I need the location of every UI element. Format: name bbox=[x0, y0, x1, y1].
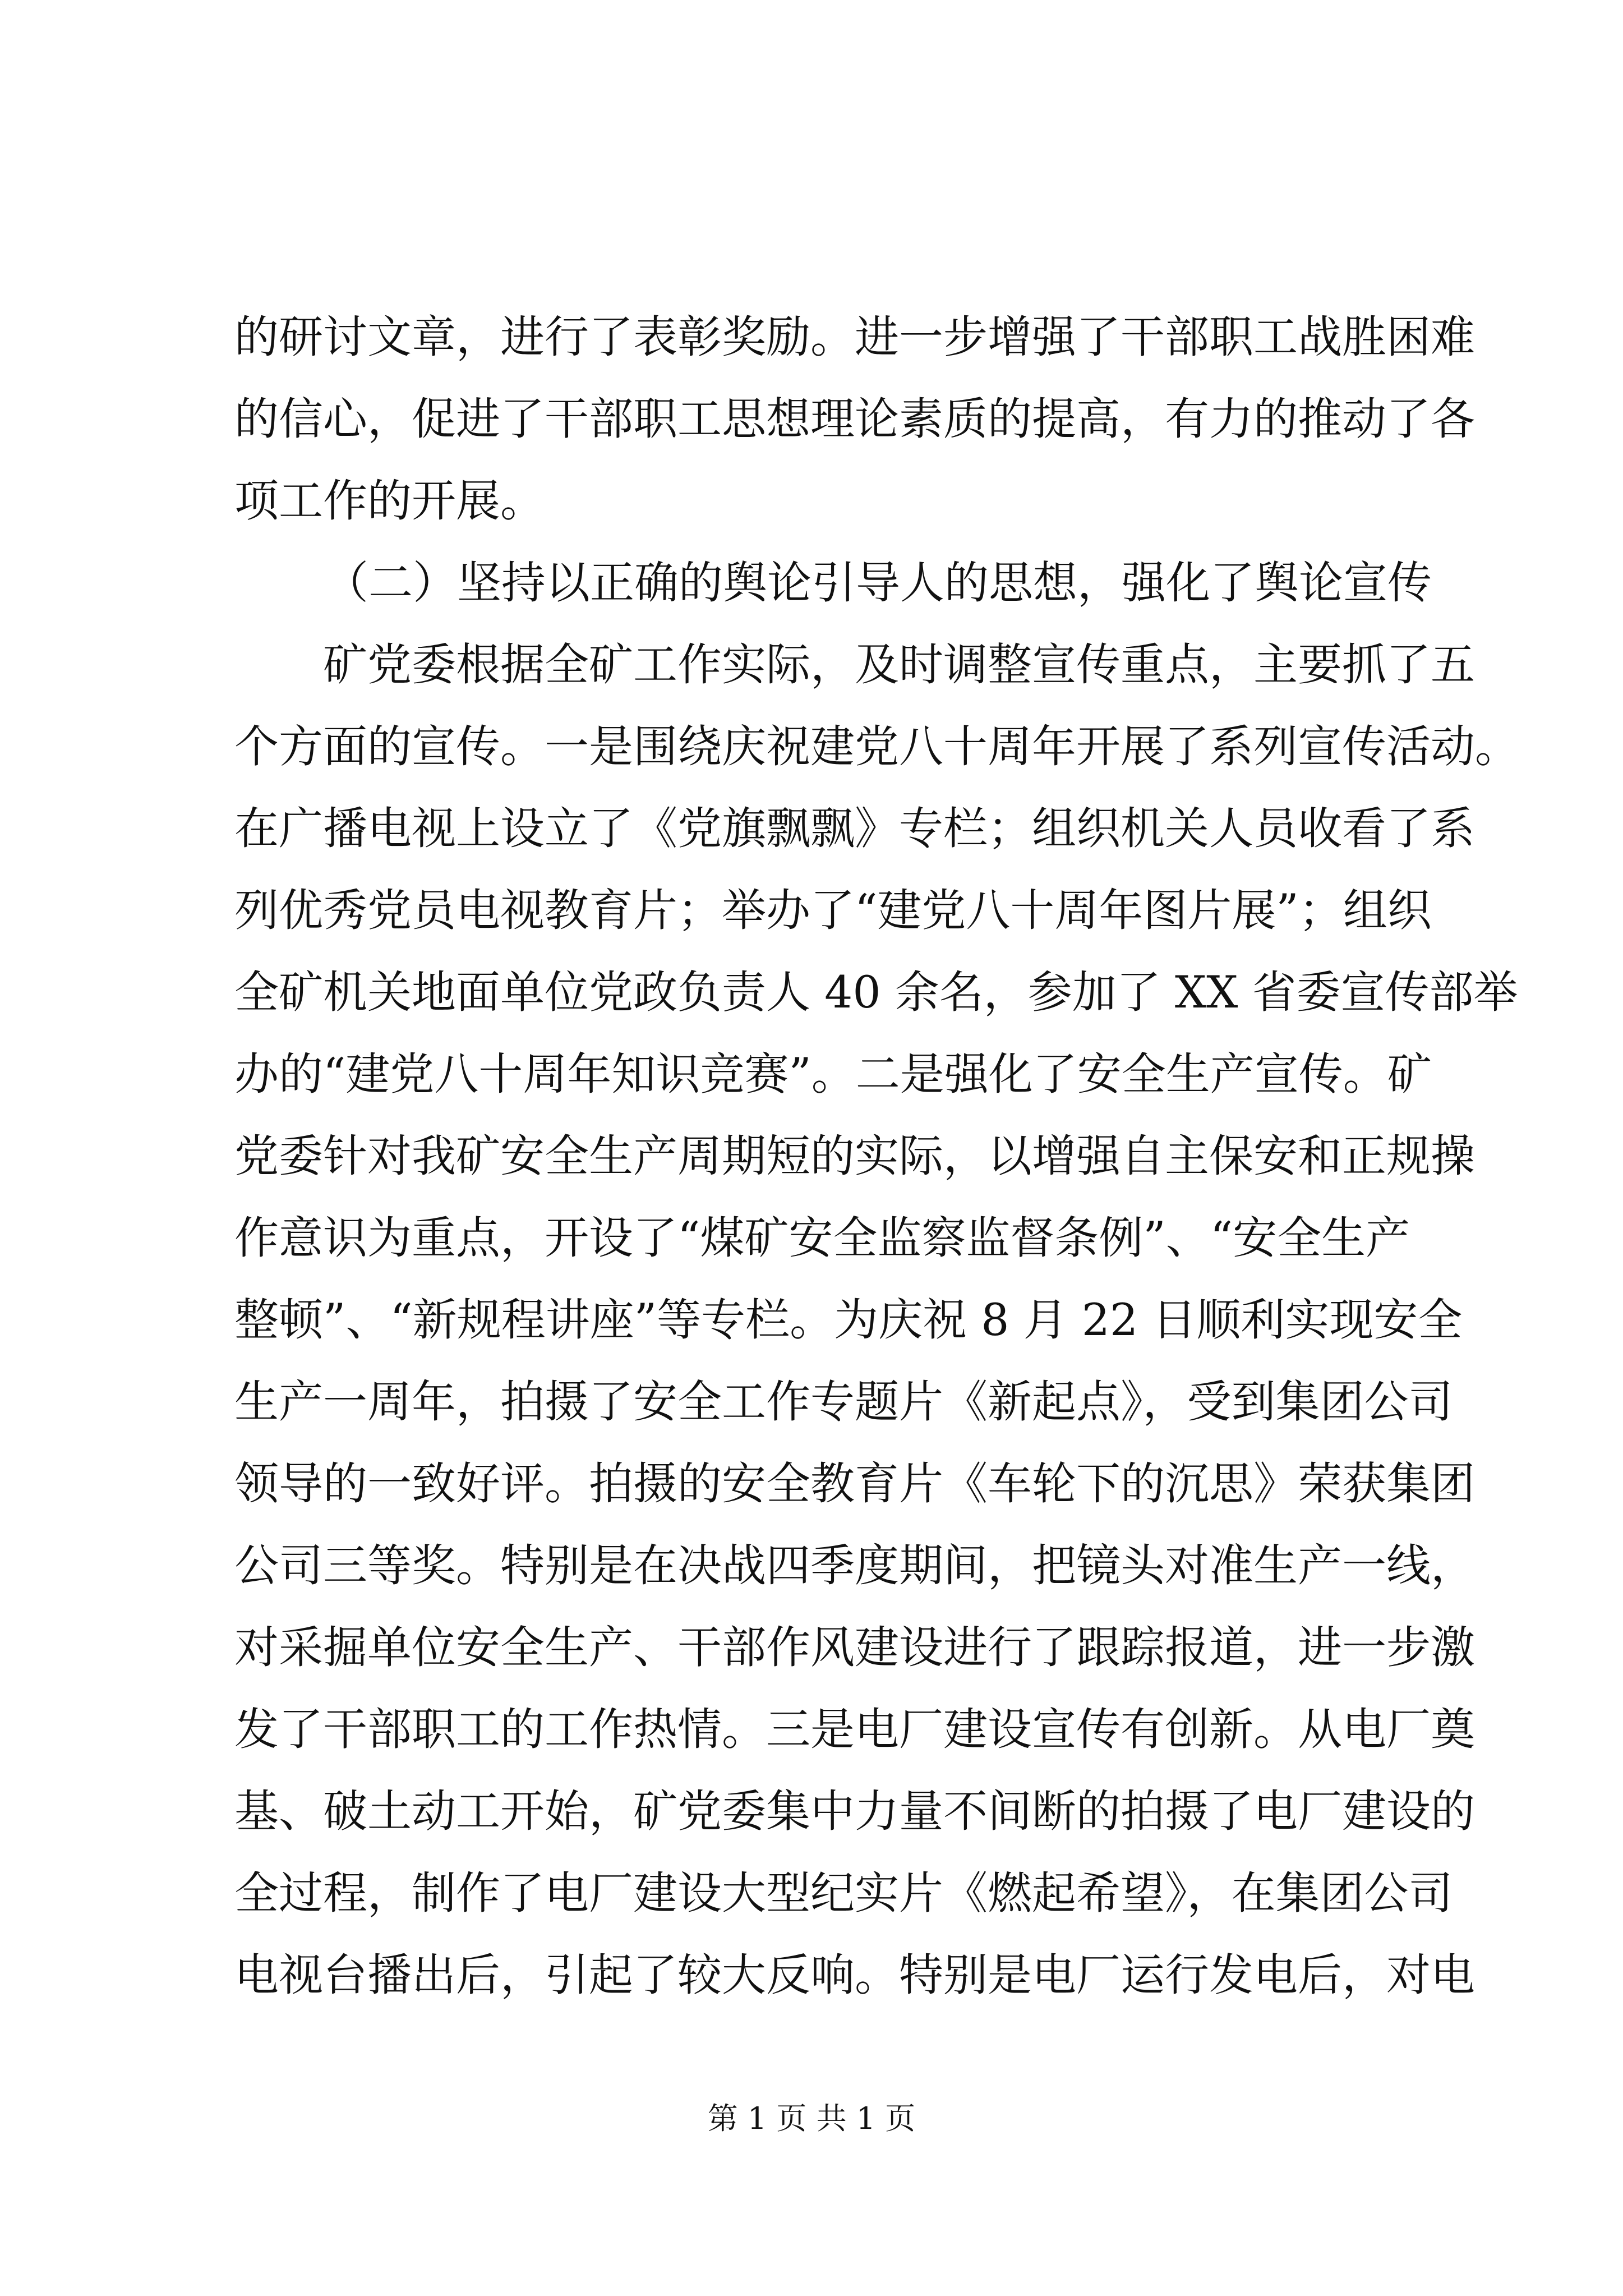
paragraph-line-14: 生产一周年，拍摄了安全工作专题片《新起点》，受到集团公司 bbox=[234, 1376, 1453, 1428]
paragraph-line-17: 对采掘单位安全生产、干部作风建设进行了跟踪报道，进一步激 bbox=[234, 1622, 1475, 1673]
paragraph-line-2: 的信心，促进了干部职工思想理论素质的提高，有力的推动了各 bbox=[234, 393, 1475, 445]
paragraph-line-6: 个方面的宣传。一是围绕庆祝建党八十周年开展了系列宣传活动。 bbox=[234, 721, 1519, 772]
section-heading: （二）坚持以正确的舆论引导人的思想，强化了舆论宣传 bbox=[324, 557, 1432, 609]
paragraph-line-1: 的研讨文章，进行了表彰奖励。进一步增强了干部职工战胜困难 bbox=[234, 311, 1475, 363]
paragraph-line-8: 列优秀党员电视教育片；举办了“建党八十周年图片展”；组织 bbox=[234, 885, 1432, 936]
paragraph-line-21: 电视台播出后，引起了较大反响。特别是电厂运行发电后，对电 bbox=[234, 1949, 1475, 2001]
paragraph-line-13: 整顿”、“新规程讲座”等专栏。为庆祝 8 月 22 日顺利实现安全 bbox=[234, 1294, 1463, 1346]
paragraph-line-18: 发了干部职工的工作热情。三是电厂建设宣传有创新。从电厂奠 bbox=[234, 1704, 1475, 1755]
paragraph-line-5: 矿党委根据全矿工作实际，及时调整宣传重点，主要抓了五 bbox=[323, 639, 1475, 691]
paragraph-line-10: 办的“建党八十周年知识竞赛”。二是强化了安全生产宣传。矿 bbox=[234, 1048, 1432, 1100]
document-body bbox=[234, 296, 1519, 2016]
paragraph-line-16: 公司三等奖。特别是在决战四季度期间，把镜头对准生产一线， bbox=[234, 1540, 1475, 1591]
paragraph-line-3: 项工作的开展。 bbox=[234, 475, 545, 527]
paragraph-line-7: 在广播电视上设立了《党旗飘飘》专栏；组织机关人员收看了系 bbox=[234, 803, 1475, 854]
paragraph-line-11: 党委针对我矿安全生产周期短的实际，以增强自主保安和正规操 bbox=[234, 1130, 1475, 1182]
paragraph-line-20: 全过程，制作了电厂建设大型纪实片《燃起希望》，在集团公司 bbox=[234, 1867, 1453, 1919]
paragraph-line-9: 全矿机关地面单位党政负责人 40 余名，参加了 XX 省委宣传部举 bbox=[234, 967, 1518, 1018]
paragraph-line-12: 作意识为重点，开设了“煤矿安全监察监督条例”、“安全生产 bbox=[234, 1212, 1410, 1264]
page-footer: 第 1 页 共 1 页 bbox=[707, 2101, 916, 2136]
paragraph-line-15: 领导的一致好评。拍摄的安全教育片《车轮下的沉思》荣获集团 bbox=[234, 1458, 1475, 1510]
paragraph-line-19: 基、破土动工开始，矿党委集中力量不间断的拍摄了电厂建设的 bbox=[234, 1786, 1475, 1837]
